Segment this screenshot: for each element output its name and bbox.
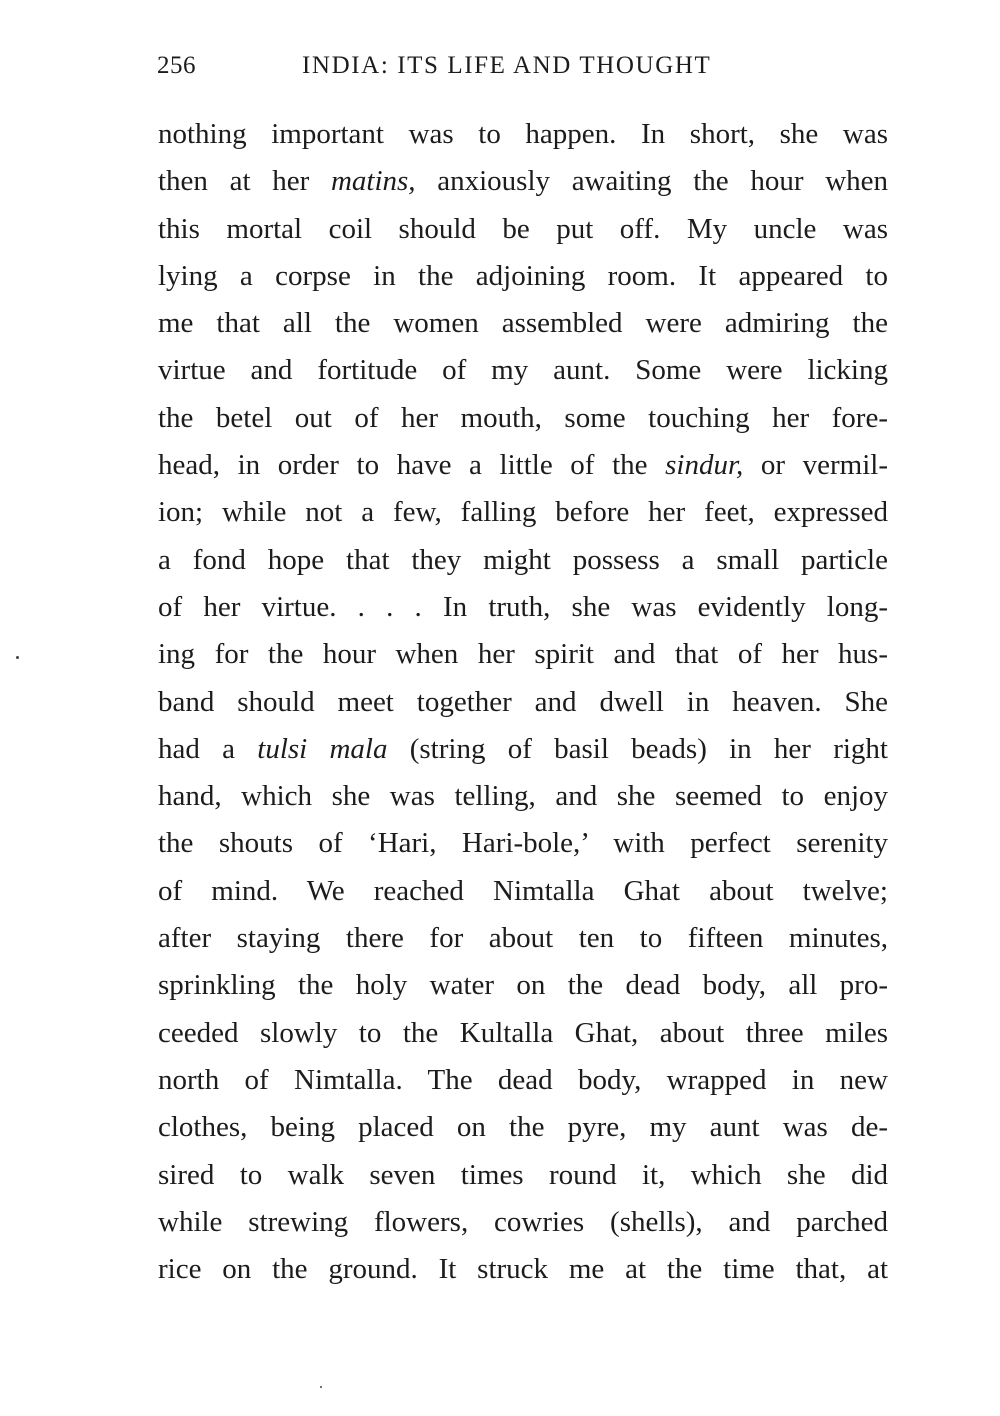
text-line	[158, 347, 888, 394]
text-segment: ceeded slowly to the Kultalla Ghat, about three miles	[158, 1016, 888, 1049]
text-segment: north of Nimtalla. The dead body, wrapped in new	[158, 1063, 888, 1096]
text-line	[158, 489, 888, 536]
italic-term: sindur,	[665, 449, 744, 482]
text-segment: ion; while not a few, falling before her feet, expressed	[158, 496, 888, 529]
margin-speck	[16, 656, 19, 659]
text-segment: hand, which she was telling, and she seemed to enjoy	[158, 780, 888, 813]
text-line	[158, 915, 888, 962]
text-segment: the betel out of her mouth, some touching her fore-	[158, 401, 888, 434]
text-segment: of her virtue. . . . In truth, she was evidently long-	[158, 590, 888, 623]
text-line	[158, 679, 888, 726]
text-line	[158, 631, 888, 678]
text-line	[158, 300, 888, 347]
text-line	[158, 206, 888, 253]
text-segment: then at her	[158, 165, 331, 198]
text-line	[158, 1104, 888, 1151]
running-head: INDIA: ITS LIFE AND THOUGHT	[302, 52, 712, 79]
text-segment: (string of basil beads) in her right	[387, 732, 888, 765]
text-segment: ing for the hour when her spirit and that of her hus-	[158, 638, 888, 671]
text-line	[158, 868, 888, 915]
text-line	[158, 537, 888, 584]
text-segment: nothing important was to happen. In short, she was	[158, 118, 888, 150]
text-segment: this mortal coil should be put off. My uncle was	[158, 212, 888, 245]
page-number: 256	[157, 52, 196, 79]
text-line	[158, 584, 888, 631]
text-line	[158, 1010, 888, 1057]
italic-term: tulsi mala	[257, 732, 388, 765]
text-segment: me that all the women assembled were admiring the	[158, 307, 888, 340]
text-line	[158, 1246, 888, 1293]
text-segment: or vermil-	[743, 449, 889, 482]
text-line	[158, 1199, 888, 1246]
text-segment: band should meet together and dwell in heaven. She	[158, 685, 888, 718]
text-segment: anxiously awaiting the hour when	[415, 165, 889, 198]
text-line	[158, 1057, 888, 1104]
text-line	[158, 253, 888, 300]
text-segment: the shouts of ‘Hari, Hari-bole,’ with perfect serenity	[158, 827, 888, 860]
text-segment: had a	[158, 732, 258, 765]
text-segment: while strewing flowers, cowries (shells), and parched	[158, 1205, 888, 1238]
text-segment: lying a corpse in the adjoining room. It appeared to	[158, 259, 888, 292]
text-line	[158, 962, 888, 1009]
text-line	[158, 158, 888, 205]
text-segment: of mind. We reached Nimtalla Ghat about twelve;	[158, 874, 888, 907]
body-text	[158, 111, 888, 1293]
text-line	[158, 726, 888, 773]
text-line	[158, 820, 888, 867]
text-segment: sprinkling the holy water on the dead body, all pro-	[158, 969, 888, 1002]
text-segment: head, in order to have a little of the	[158, 449, 666, 482]
text-segment: rice on the ground. It struck me at the time that, at	[158, 1253, 888, 1286]
text-line	[158, 1152, 888, 1199]
text-segment: after staying there for about ten to fifteen minutes,	[158, 922, 888, 955]
text-line	[158, 773, 888, 820]
text-line	[158, 111, 888, 158]
text-segment: virtue and fortitude of my aunt. Some were licking	[158, 354, 888, 387]
margin-speck	[320, 1386, 322, 1388]
text-segment: sired to walk seven times round it, which she did	[158, 1158, 888, 1191]
text-line	[158, 395, 888, 442]
text-segment: a fond hope that they might possess a small particle	[158, 543, 888, 576]
text-segment: clothes, being placed on the pyre, my aunt was de-	[158, 1111, 888, 1144]
italic-term: matins,	[330, 165, 416, 198]
text-line	[158, 442, 888, 489]
